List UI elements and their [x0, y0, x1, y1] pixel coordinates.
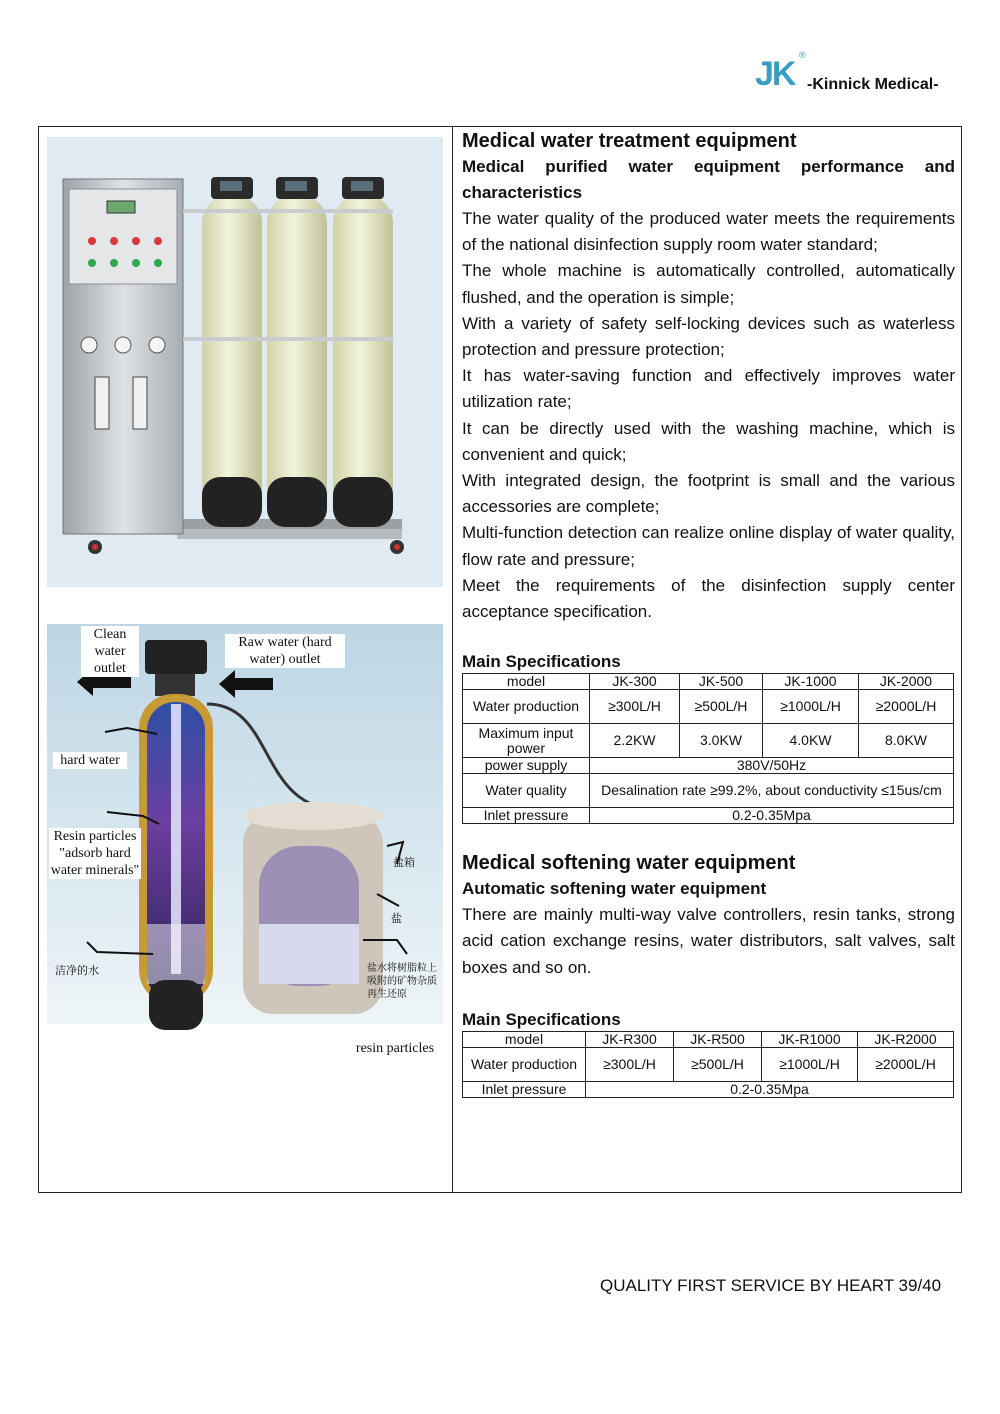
spec-table-1: [462, 673, 954, 824]
table-row: [463, 690, 954, 724]
table-row: [463, 1047, 954, 1081]
table-cell: 0.2-0.35Mpa: [586, 1081, 954, 1097]
table-cell: JK-R300: [586, 1031, 674, 1047]
section1-spec-title: Main Specifications: [462, 652, 621, 672]
table-cell: ≥1000L/H: [762, 1047, 858, 1081]
feature-paragraph: With integrated design, the footprint is small and the various accessories are complete;: [462, 471, 955, 517]
right-column: [462, 128, 955, 1098]
table-cell: JK-R2000: [858, 1031, 954, 1047]
table-cell: power supply: [463, 758, 590, 774]
table-cell: ≥500L/H: [674, 1047, 762, 1081]
table-cell: 3.0KW: [680, 724, 763, 758]
feature-paragraph: It has water-saving function and effectively improves water utilization rate;: [462, 366, 955, 412]
label-cn-regen: 盐水将树脂粒上吸附的矿物杂质再生还原: [367, 963, 437, 1000]
table-cell: 380V/50Hz: [590, 758, 954, 774]
table-cell: JK-2000: [859, 674, 954, 690]
label-hard-water: hard water: [53, 752, 127, 769]
label-resin-particles: resin particles: [355, 1041, 435, 1056]
table-row: [463, 808, 954, 824]
feature-paragraph: The whole machine is automatically controlled, automatically flushed, and the operation is simple;: [462, 261, 955, 307]
table-cell: model: [463, 674, 590, 690]
company-name: -Kinnick Medical-: [807, 76, 939, 93]
table-cell: Maximum input power: [463, 724, 590, 758]
table-cell: Water production: [463, 1047, 586, 1081]
table-cell: Water quality: [463, 774, 590, 808]
table-cell: Water production: [463, 690, 590, 724]
spec-table-2: [462, 1031, 954, 1098]
label-cn-salt: 盐: [391, 912, 402, 925]
label-clean-water: Clean water outlet: [81, 626, 139, 677]
table-cell: 8.0KW: [859, 724, 954, 758]
equipment-photo: [47, 137, 443, 587]
column-divider: [452, 126, 453, 1193]
section2-subtitle: Automatic softening water equipment: [462, 879, 767, 899]
table-cell: JK-500: [680, 674, 763, 690]
feature-paragraph: Meet the requirements of the disinfection supply center acceptance specification.: [462, 575, 955, 622]
page-footer: QUALITY FIRST SERVICE BY HEART 39/40: [600, 1276, 942, 1295]
feature-paragraph: With a variety of safety self-locking devices such as waterless protection and pressure protection;: [462, 313, 955, 360]
table-cell: JK-R1000: [762, 1031, 858, 1047]
company-logo: [755, 52, 955, 94]
table-header-row: [463, 674, 954, 690]
section2-title: Medical softening water equipment: [462, 852, 796, 875]
table-header-row: [463, 1031, 954, 1047]
table-cell: 4.0KW: [763, 724, 859, 758]
table-cell: 0.2-0.35Mpa: [590, 808, 954, 824]
section1-paragraphs: [462, 206, 955, 625]
feature-paragraph: It can be directly used with the washing machine, which is convenient and quick;: [462, 418, 955, 464]
table-cell: JK-1000: [763, 674, 859, 690]
logo-mark: JK: [755, 55, 795, 93]
registered-mark: ®: [799, 50, 806, 60]
table-cell: Desalination rate ≥99.2%, about conductivity ≤15us/cm: [590, 774, 954, 808]
label-cn-saltbox: 盐箱: [393, 856, 415, 869]
table-cell: ≥500L/H: [680, 690, 763, 724]
table-cell: ≥2000L/H: [859, 690, 954, 724]
table-cell: model: [463, 1031, 586, 1047]
table-cell: Inlet pressure: [463, 1081, 586, 1097]
table-cell: JK-300: [590, 674, 680, 690]
table-cell: JK-R500: [674, 1031, 762, 1047]
feature-paragraph: Multi-function detection can realize online display of water quality, flow rate and pressure;: [462, 523, 955, 569]
table-cell: ≥1000L/H: [763, 690, 859, 724]
table-row: [463, 758, 954, 774]
label-resin: Resin particles "adsorb hard water minerals": [50, 829, 140, 878]
section2-paragraph: There are mainly multi-way valve controllers, resin tanks, strong acid cation exchange resins, water distributors, salt valves, salt boxes and so on.: [462, 905, 955, 977]
softener-diagram: [47, 624, 443, 1056]
section1-title: Medical water treatment equipment: [462, 130, 797, 152]
table-row: [463, 724, 954, 758]
section2-spec-title: Main Specifications: [462, 1009, 621, 1029]
feature-paragraph: The water quality of the produced water meets the requirements of the national disinfection supply room water standard;: [462, 209, 955, 255]
table-row: [463, 1081, 954, 1097]
label-raw-water: Raw water (hard water) outlet: [225, 634, 345, 668]
table-cell: Inlet pressure: [463, 808, 590, 824]
table-cell: 2.2KW: [590, 724, 680, 758]
table-cell: ≥300L/H: [590, 690, 680, 724]
table-cell: ≥300L/H: [586, 1047, 674, 1081]
table-row: [463, 774, 954, 808]
table-cell: ≥2000L/H: [858, 1047, 954, 1081]
label-cn-clean: 洁净的水: [55, 964, 99, 977]
section1-subtitle: Medical purified water equipment performance and characteristics: [462, 157, 955, 202]
ro-machine-illustration: [47, 137, 443, 587]
